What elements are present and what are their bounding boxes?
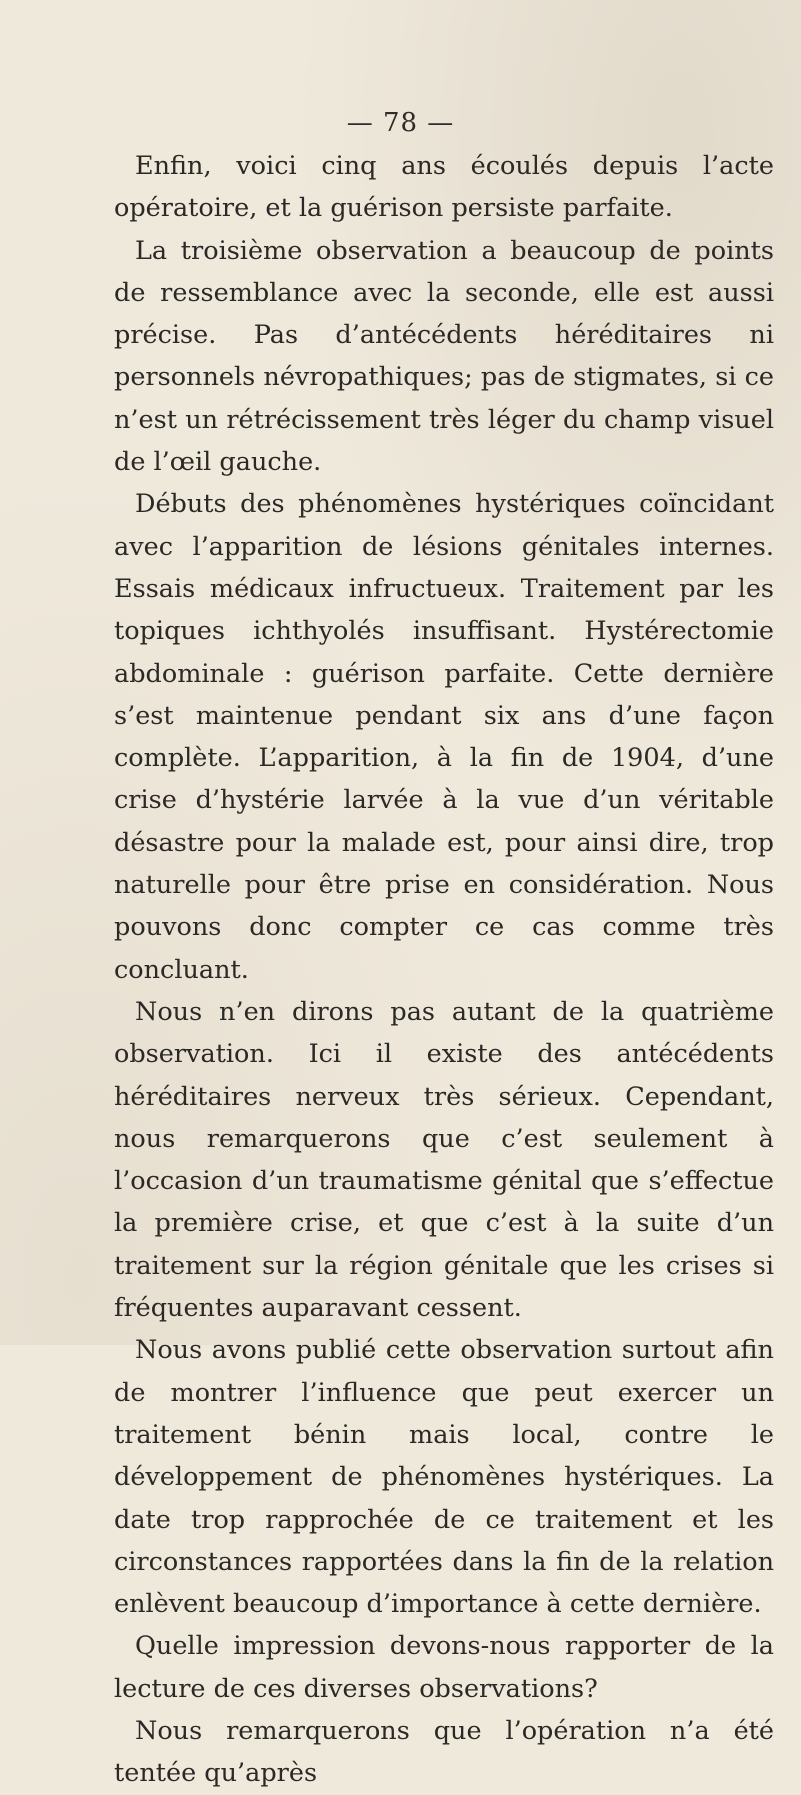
paragraph: Quelle impression devons-nous rapporter de la lecture de ces diverses observations? [114, 1631, 774, 1704]
paragraph: Débuts des phénomènes hystériques coïncidant avec l’apparition de lésions génitales internes. Essais médicaux infructueux. Traitement par les topiques ichthyolés insuffisant. Hystérectomie abdominale : guérison parfaite. Cette dernière s’est maintenue pendant six ans d’une façon complète. L’apparition, à la fin de 1904, d’une crise d’hystérie larvée à la vue d’un véritable désastre pour la malade est, pour ainsi dire, trop naturelle pour être prise en considération. Nous pouvons donc compter ce cas comme très concluant. [114, 489, 774, 985]
body-text [114, 145, 774, 1795]
paragraph: Enfin, voici cinq ans écoulés depuis l’acte opératoire, et la guérison persiste parfaite. [114, 151, 774, 224]
paragraph: Nous avons publié cette observation surtout afin de montrer l’influence que peut exercer un traitement bénin mais local, contre le développement de phénomènes hystériques. La date trop rapprochée de ce traitement et les circonstances rapportées dans la fin de la relation enlèvent beaucoup d’importance à cette dernière. [114, 1335, 774, 1620]
paragraph: Nous n’en dirons pas autant de la quatrième observation. Ici il existe des antécédents héréditaires nerveux très sérieux. Cependant, nous remarquerons que c’est seulement à l’occasion d’un traumatisme génital que s’effectue la première crise, et que c’est à la suite d’un traitement sur la région génitale que les crises si fréquentes auparavant cessent. [114, 996, 774, 1324]
page-number: — 78 — [346, 108, 455, 138]
paragraph: Nous remarquerons que l’opération n’a été tentée qu’après [114, 1715, 774, 1789]
paragraph: La troisième observation a beaucoup de points de ressemblance avec la seconde, elle est aussi précise. Pas d’antécédents héréditaires ni personnels névropathiques; pas de stigmates, si ce n’est un rétrécissement très léger du champ visuel de l’œil gauche. [114, 235, 774, 478]
